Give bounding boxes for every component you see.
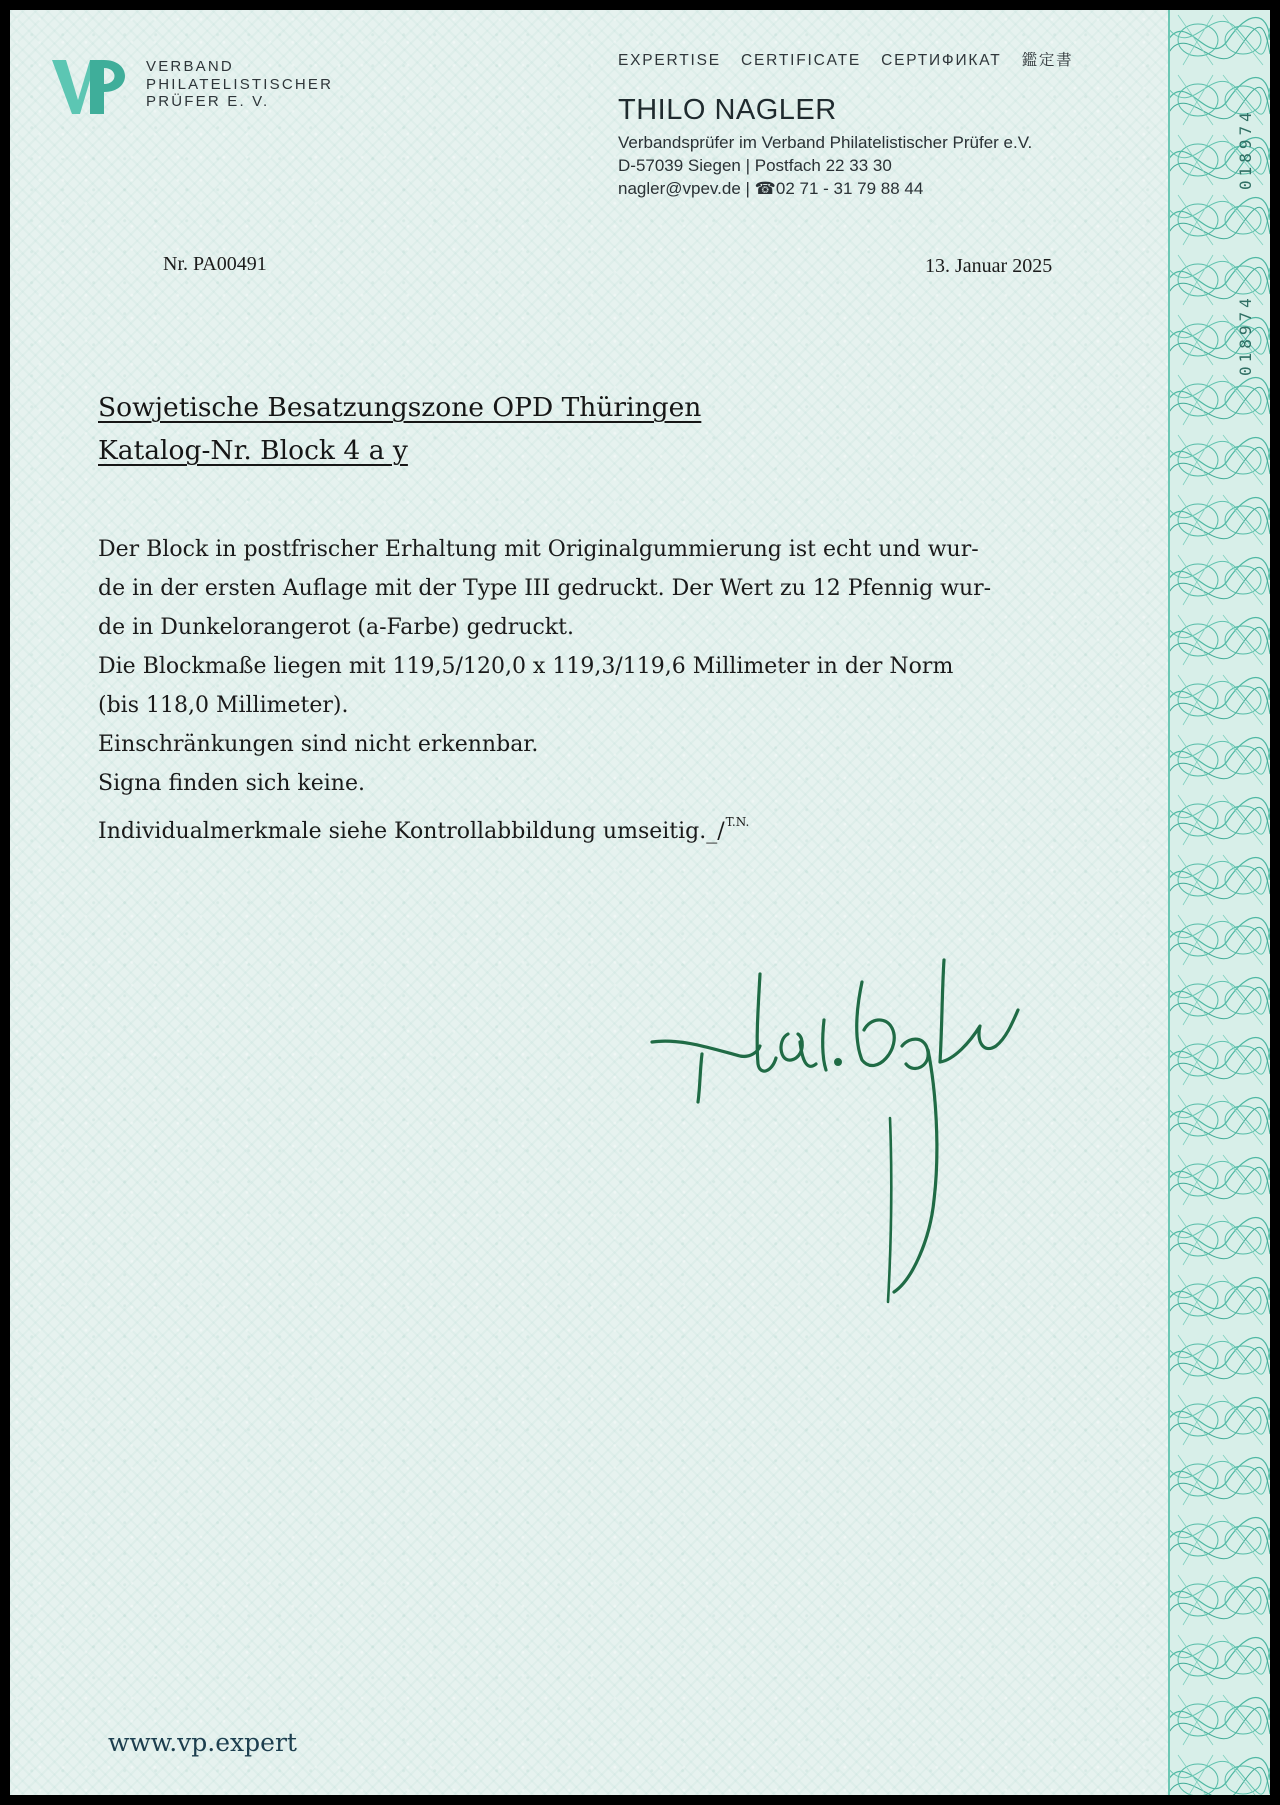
certificate-number: Nr. PA00491 (163, 253, 267, 275)
body-line: Einschränkungen sind nicht erkennbar. (98, 732, 539, 757)
certificate-date: 13. Januar 2025 (925, 255, 1053, 277)
logo-line: PHILATELISTISCHER (146, 75, 334, 93)
expert-affiliation: Verbandsprüfer im Verband Philatelistischer Prüfer e.V. (618, 133, 1033, 152)
expert-header (618, 48, 1138, 200)
body-line: de in Dunkelorangerot (a-Farbe) gedruckt. (98, 615, 574, 640)
expert-email-phone (618, 177, 1138, 200)
body-line: Der Block in postfrischer Erhaltung mit Originalgummierung ist echt und wur- (98, 537, 979, 562)
body-line: Individualmerkmale siehe Kontrollabbildung umseitig._/ (98, 819, 725, 844)
certificate-headings (98, 386, 701, 472)
telephone-icon: ☎ (754, 179, 776, 198)
heading-catalog-number: Katalog-Nr. Block 4 a y (98, 435, 408, 466)
initials: T.N. (725, 815, 750, 829)
expert-email: nagler@vpev.de (618, 179, 741, 198)
title-sertifikat: СЕРТИФИКАТ (881, 52, 1002, 69)
expert-address: D-57039 Siegen | Postfach 22 33 30 (618, 156, 892, 175)
title-japanese: 鑑定書 (1021, 52, 1074, 69)
title-certificate: CERTIFICATE (741, 52, 862, 69)
serial-number: 018974 (1236, 294, 1255, 376)
heading-territory: Sowjetische Besatzungszone OPD Thüringen (98, 392, 702, 423)
body-line: (bis 118,0 Millimeter). (98, 693, 349, 718)
body-line: Signa finden sich keine. (98, 771, 365, 796)
vp-logo (50, 48, 334, 128)
expert-contact (618, 131, 1138, 200)
logo-wordmark (146, 58, 333, 111)
vp-logo-mark (50, 56, 130, 118)
logo-line: PRÜFER E. V. (146, 93, 270, 110)
certificate-body (98, 530, 1158, 851)
expert-phone: 02 71 - 31 79 88 44 (775, 179, 924, 198)
handwritten-signature (640, 930, 1120, 1310)
contact-separator: | (740, 179, 755, 198)
logo-line: VERBAND (146, 58, 234, 75)
body-line: de in der ersten Auflage mit der Type III gedruckt. Der Wert zu 12 Pfennig wur- (98, 576, 992, 601)
certificate-sheet (10, 10, 1270, 1795)
guilloche-border (1168, 10, 1270, 1795)
title-expertise: EXPERTISE (618, 52, 721, 69)
website-url: www.vp.expert (108, 1728, 297, 1757)
body-line-last (98, 803, 1158, 851)
expert-name: THILO NAGLER (618, 94, 837, 126)
certificate-titles (618, 48, 1138, 70)
serial-number: 018974 (1236, 108, 1255, 190)
body-line: Die Blockmaße liegen mit 119,5/120,0 x 119,3/119,6 Millimeter in der Norm (98, 654, 954, 679)
